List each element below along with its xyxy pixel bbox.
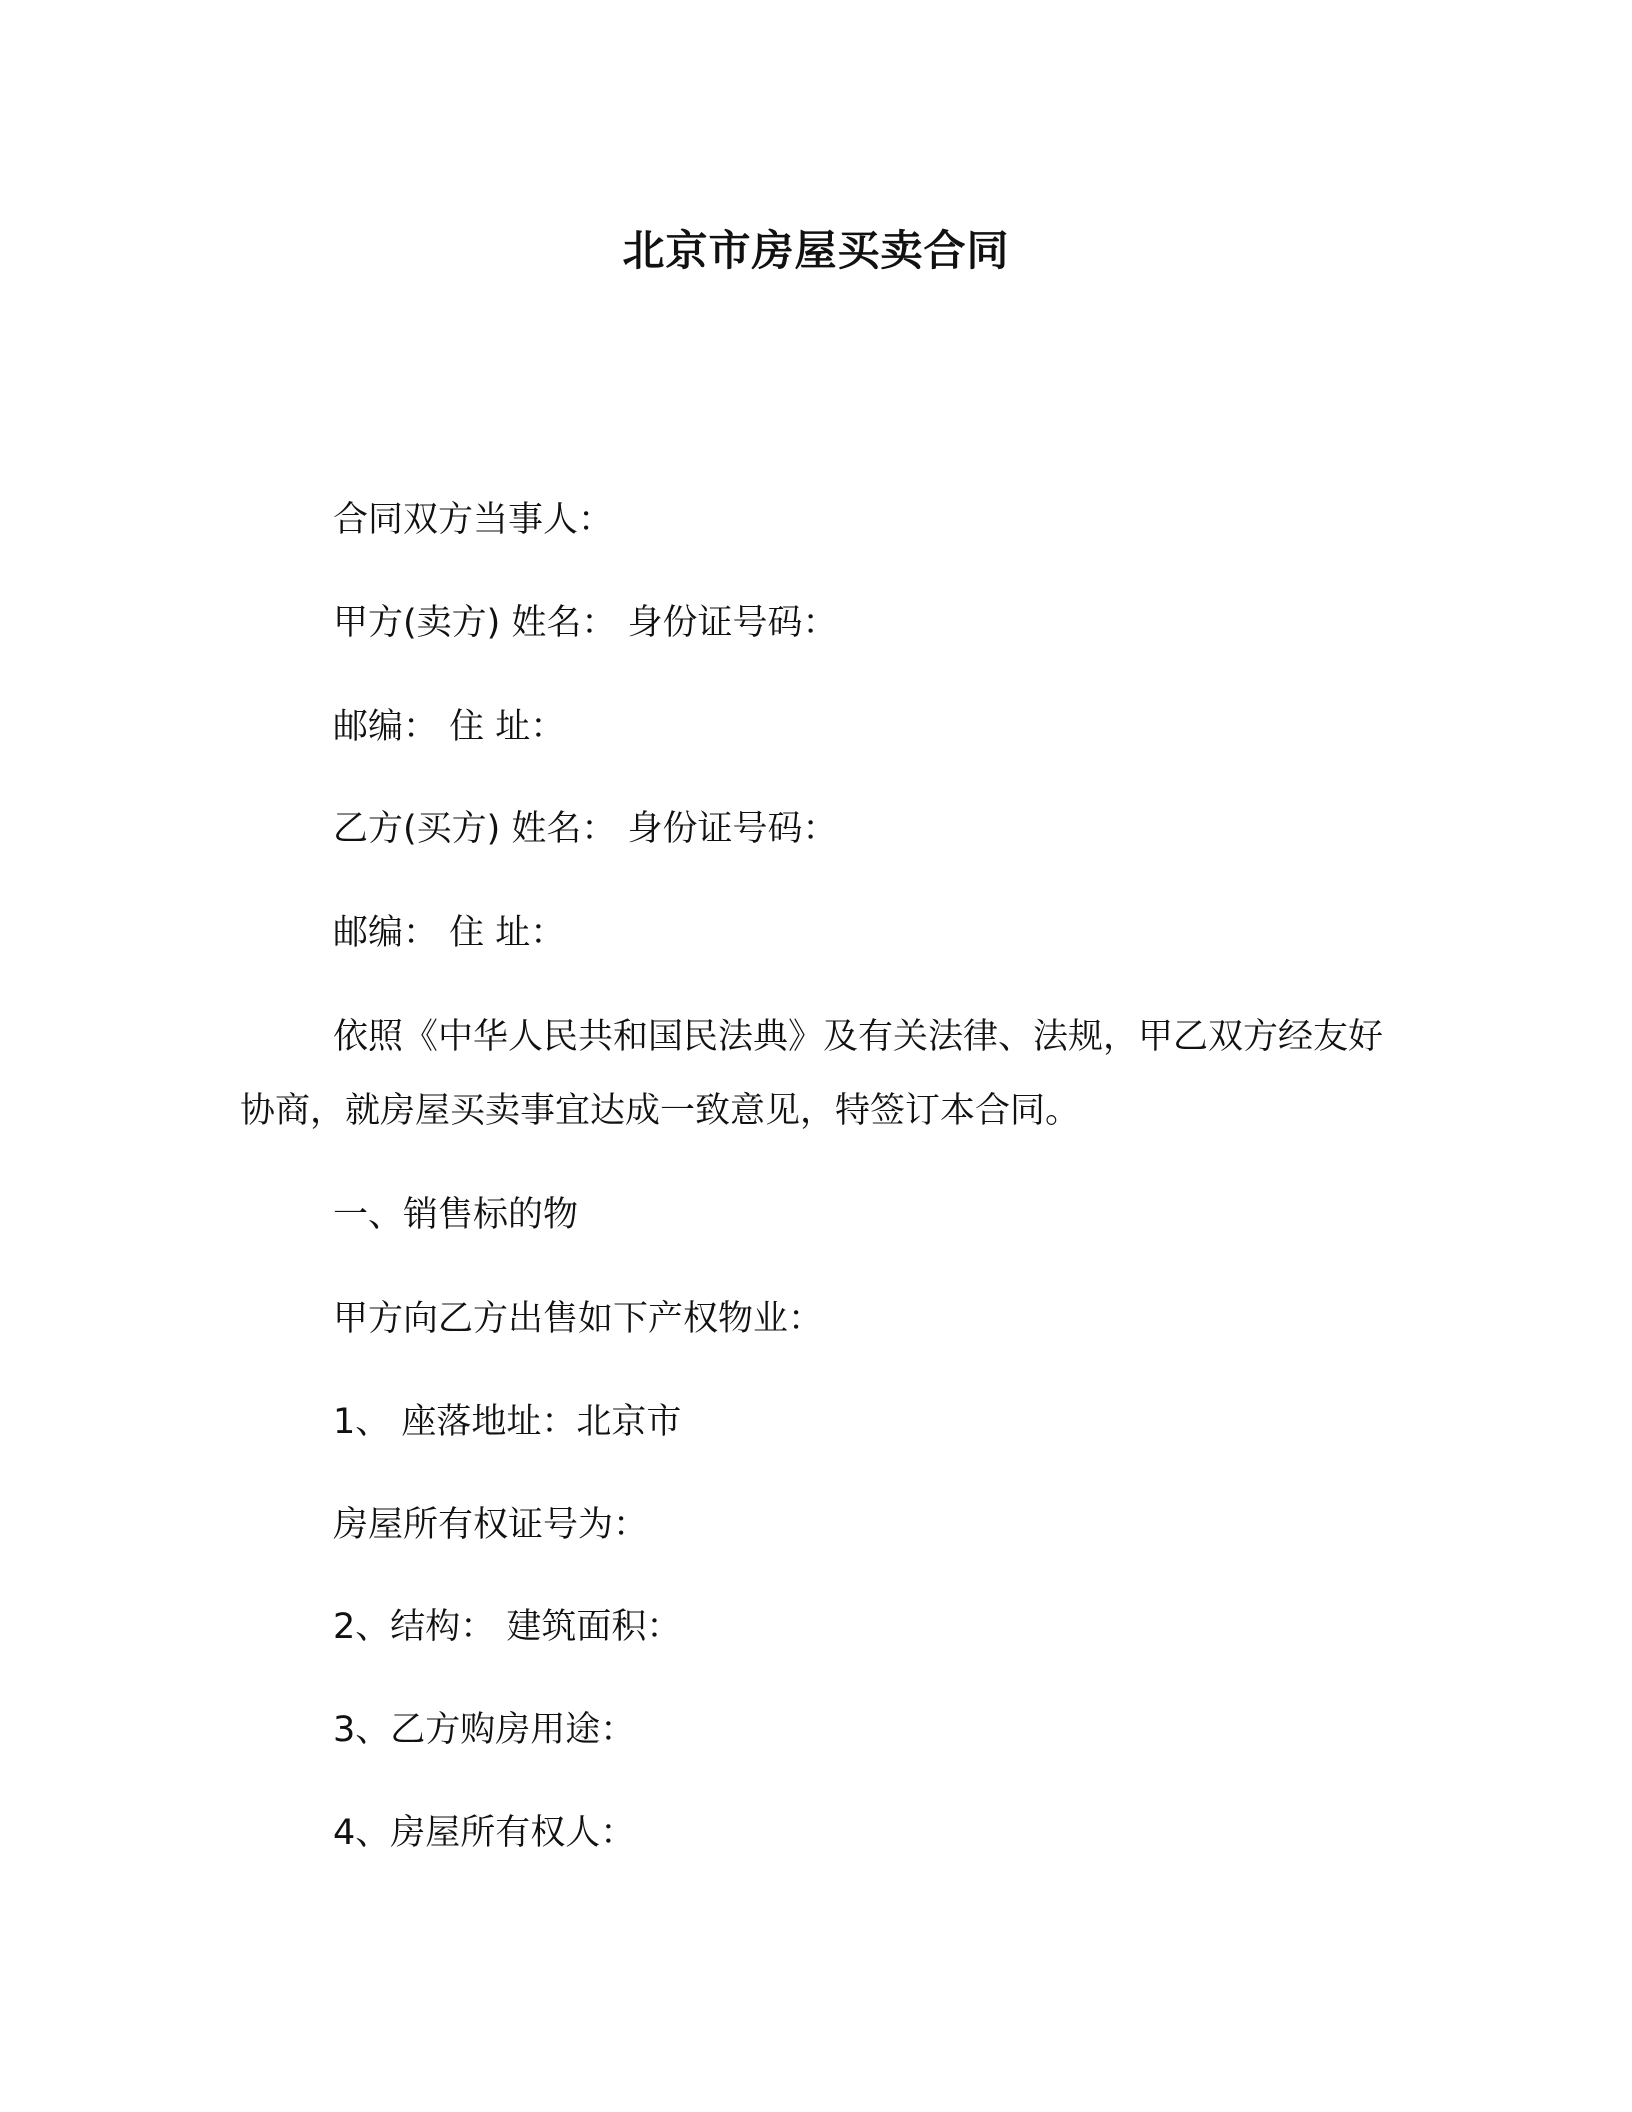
- parties-heading: 合同双方当事人：: [333, 500, 614, 540]
- item3-purpose: 3、乙方购房用途：: [333, 1710, 636, 1750]
- section1-heading: 一、销售标的物: [333, 1195, 579, 1235]
- section1-intro: 甲方向乙方出售如下产权物业：: [333, 1299, 824, 1339]
- party-a-line: 甲方(卖方) 姓名： 身份证号码：: [333, 603, 838, 643]
- item1-certificate: 房屋所有权证号为：: [333, 1505, 649, 1545]
- party-b-line: 乙方(买方) 姓名： 身份证号码：: [333, 809, 838, 849]
- party-a-address: 邮编： 住 址：: [333, 707, 566, 747]
- item2-structure: 2、结构： 建筑面积：: [333, 1607, 682, 1647]
- item1-address: 1、 座落地址：北京市: [333, 1402, 682, 1442]
- party-b-address: 邮编： 住 址：: [333, 913, 566, 953]
- preamble-paragraph: 依照《中华人民共和国民法典》及有关法律、法规，甲乙双方经友好协商，就房屋买卖事宜达成一致意见，特签订本合同。: [240, 1017, 1384, 1131]
- item4-owner: 4、房屋所有权人：: [333, 1813, 636, 1853]
- document-title: 北京市房屋买卖合同: [622, 226, 1010, 275]
